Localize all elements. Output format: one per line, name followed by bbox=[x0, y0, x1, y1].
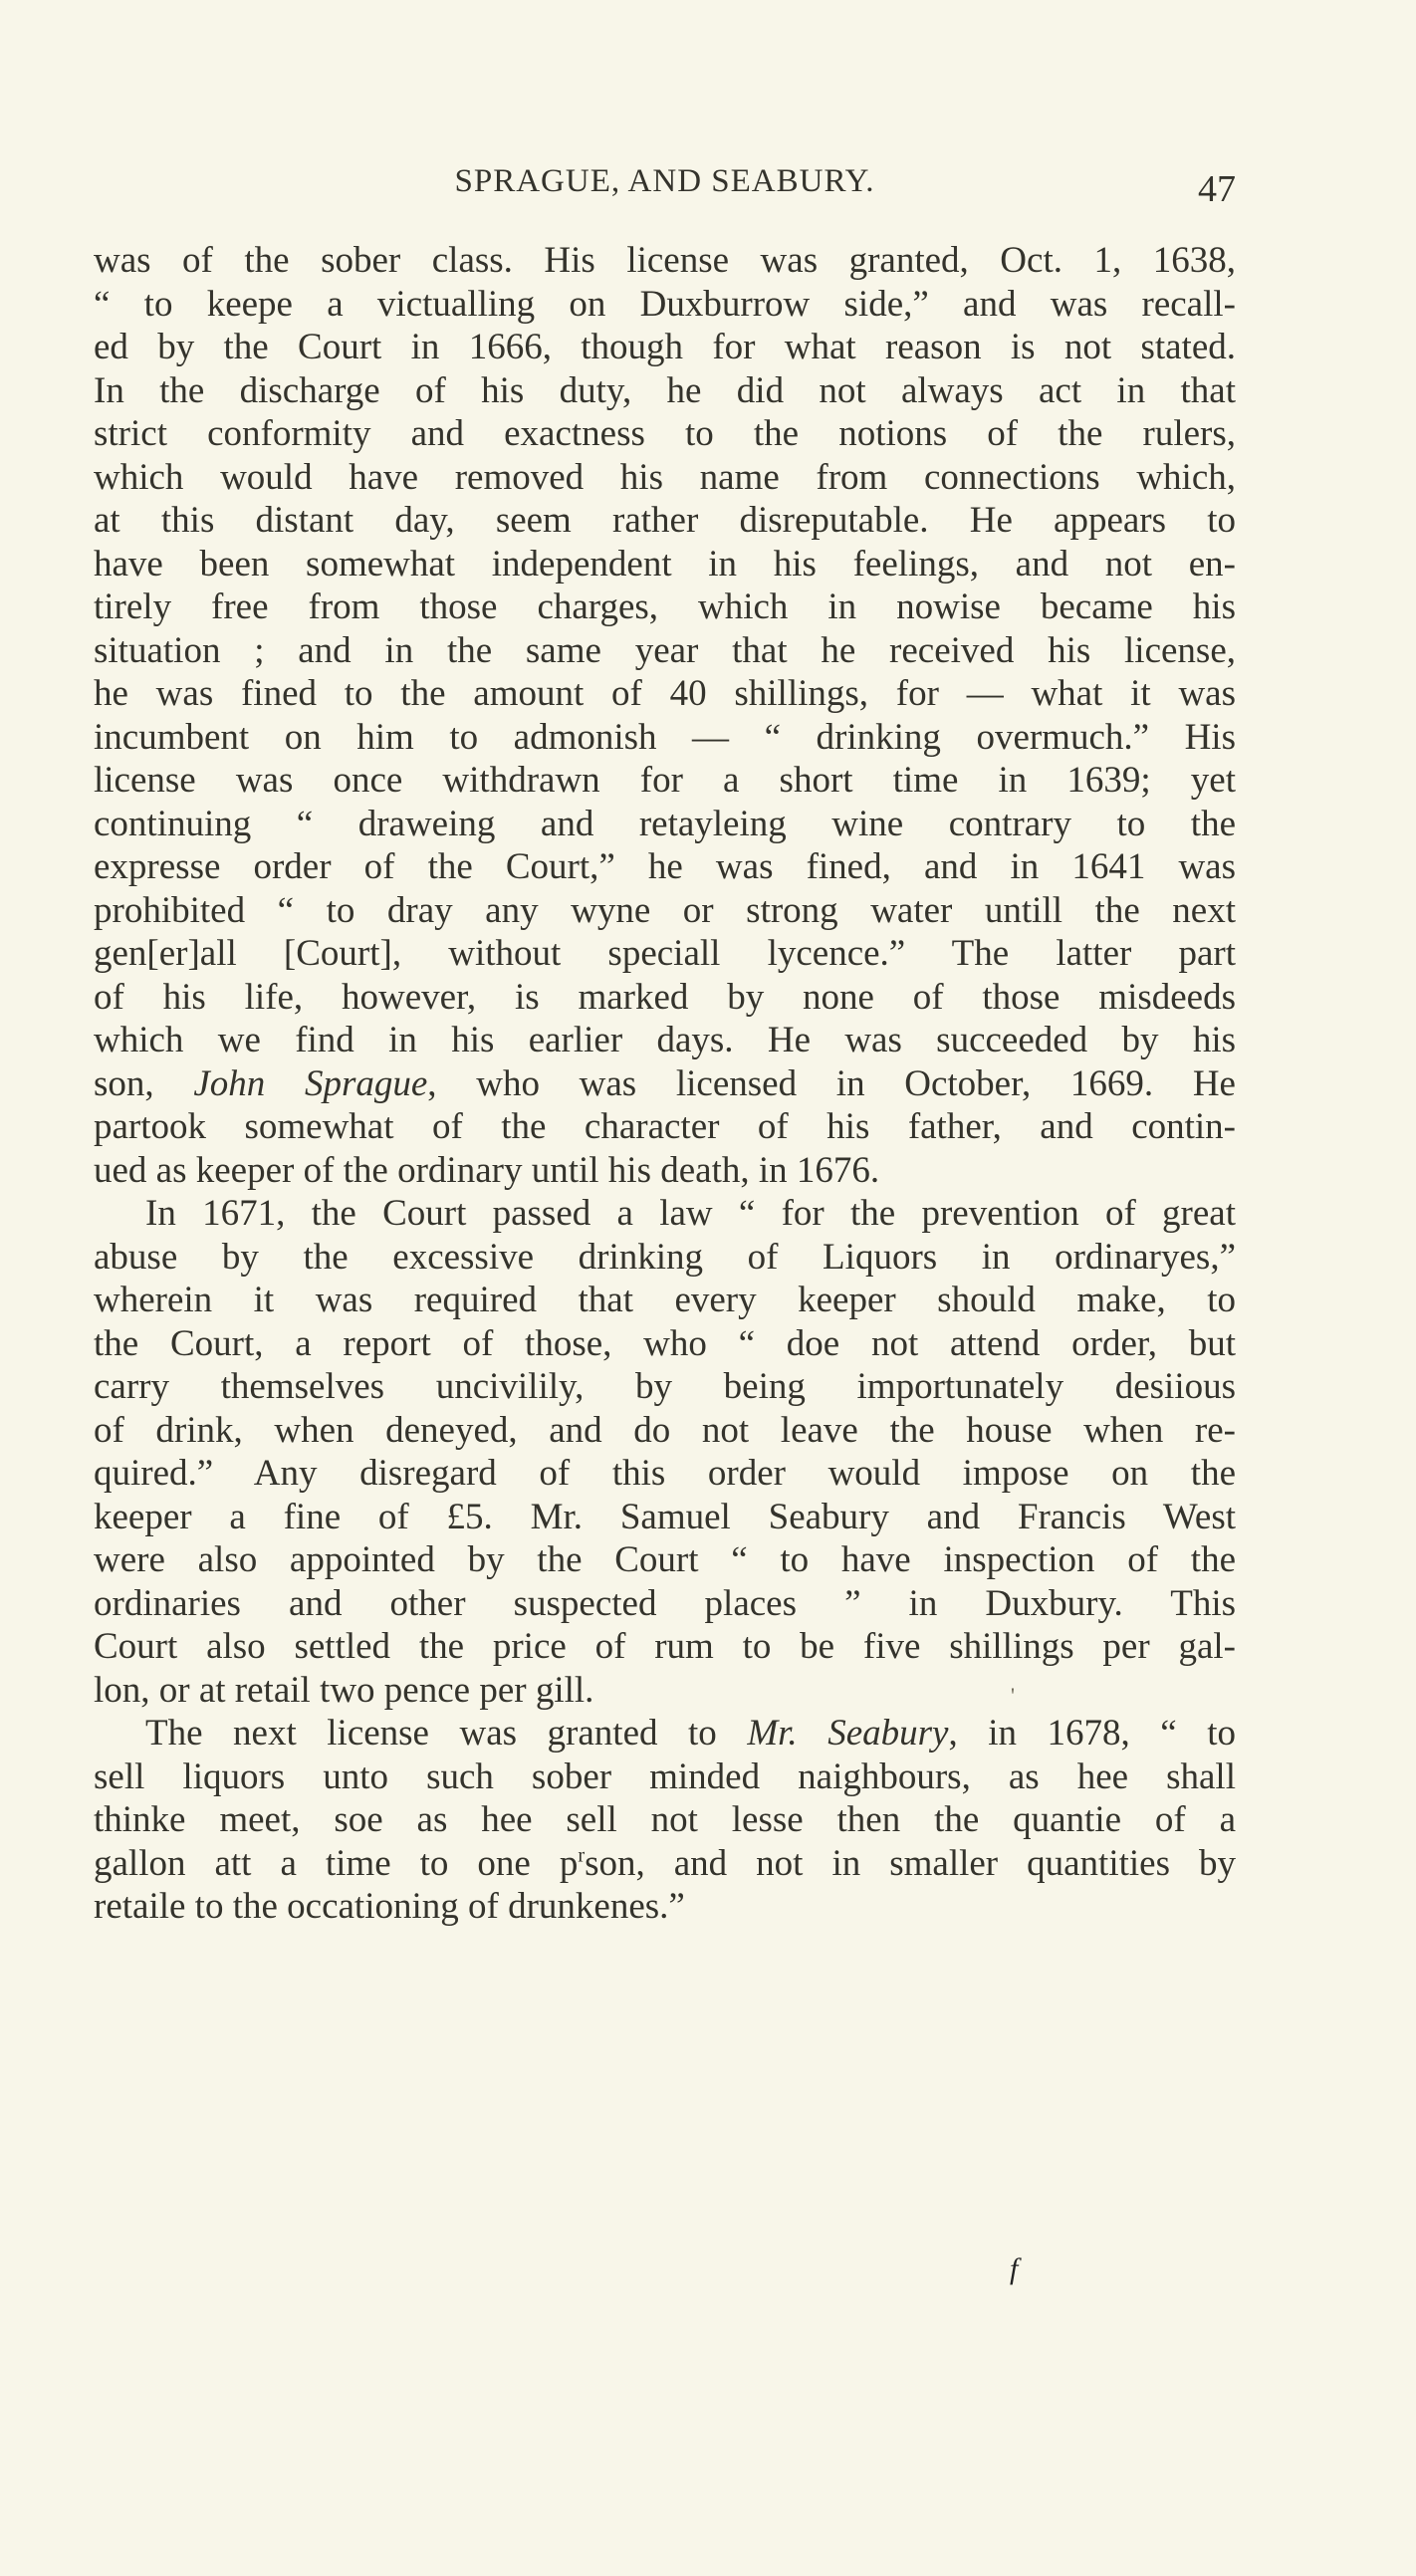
text-line bbox=[94, 803, 1236, 846]
text-segment: The next license was granted to bbox=[145, 1713, 748, 1754]
text-line bbox=[94, 1192, 1236, 1236]
text-line bbox=[94, 499, 1236, 543]
text-line bbox=[94, 412, 1236, 456]
text-line bbox=[94, 759, 1236, 803]
text-segment: incumbent on him to admonish — “ drinking overmuch.” His bbox=[94, 716, 1236, 758]
text-segment: which we find in his earlier days. He was succeeded by his bbox=[94, 1020, 1236, 1060]
text-line bbox=[94, 1756, 1236, 1799]
text-line bbox=[94, 629, 1236, 673]
italic-name: Mr. Seabury bbox=[747, 1713, 949, 1754]
text-line bbox=[94, 1842, 1236, 1886]
text-line bbox=[94, 1322, 1236, 1366]
text-line bbox=[94, 543, 1236, 586]
text-line bbox=[94, 672, 1236, 716]
text-segment: of his life, however, is marked by none of those misdeeds bbox=[94, 976, 1236, 1018]
text-segment: at this distant day, seem rather disreputable. He appears to bbox=[94, 500, 1236, 541]
text-line bbox=[94, 1669, 1236, 1713]
text-line bbox=[94, 716, 1236, 760]
text-segment: abuse by the excessive drinking of Liquors in ordinaryes,” bbox=[94, 1236, 1236, 1278]
text-line bbox=[94, 326, 1236, 369]
text-line bbox=[94, 1538, 1236, 1582]
text-line bbox=[94, 1496, 1236, 1539]
text-segment: the Court, a report of those, who “ doe not attend order, but bbox=[94, 1322, 1236, 1364]
page-header bbox=[94, 159, 1236, 209]
paragraph bbox=[94, 1192, 1236, 1712]
text-segment: continuing “ draweing and retayleing wine contrary to the bbox=[94, 803, 1236, 844]
running-head: SPRAGUE, AND SEABURY. bbox=[454, 163, 875, 199]
page-number: 47 bbox=[1198, 168, 1236, 210]
text-segment: gen[er]all [Court], without speciall lycence.” The latter part bbox=[94, 933, 1236, 974]
paragraph bbox=[94, 239, 1236, 1192]
text-segment: strict conformity and exactness to the notions of the rulers, bbox=[94, 413, 1236, 454]
text-line bbox=[94, 1798, 1236, 1842]
body-text bbox=[94, 239, 1236, 1929]
text-segment: r bbox=[578, 1844, 586, 1867]
text-segment: were also appointed by the Court “ to have inspection of the bbox=[94, 1539, 1236, 1580]
text-line bbox=[94, 585, 1236, 629]
text-segment: retaile to the occationing of drunkenes.” bbox=[94, 1886, 685, 1927]
text-segment: Court also settled the price of rum to be five shillings per gal- bbox=[94, 1626, 1236, 1667]
text-line bbox=[94, 239, 1236, 283]
text-line bbox=[94, 1582, 1236, 1626]
text-segment: keeper a fine of £5. Mr. Samuel Seabury and Francis West bbox=[94, 1496, 1236, 1537]
text-segment: lon, or at retail two pence per gill. bbox=[94, 1669, 594, 1711]
paragraph bbox=[94, 1712, 1236, 1929]
text-segment: sell liquors unto such sober minded naighbours, as hee shall bbox=[94, 1756, 1236, 1797]
text-segment: license was once withdrawn for a short time in 1639; yet bbox=[94, 760, 1236, 801]
text-segment: ued as keeper of the ordinary until his death, in 1676. bbox=[94, 1149, 880, 1191]
text-segment: of drink, when deneyed, and do not leave the house when re- bbox=[94, 1409, 1236, 1451]
text-segment: wherein it was required that every keeper should make, to bbox=[94, 1280, 1236, 1320]
text-segment: situation ; and in the same year that he received his license, bbox=[94, 629, 1236, 671]
text-line bbox=[94, 1409, 1236, 1453]
text-line bbox=[94, 1452, 1236, 1496]
text-line bbox=[94, 1365, 1236, 1409]
text-line bbox=[94, 932, 1236, 976]
text-line bbox=[94, 1019, 1236, 1062]
italic-name: John Sprague bbox=[193, 1062, 428, 1104]
text-segment: son, and not in smaller quantities by bbox=[585, 1842, 1236, 1884]
ink-mark: f bbox=[1010, 2252, 1019, 2285]
text-segment: quired.” Any disregard of this order would impose on the bbox=[94, 1453, 1236, 1494]
text-segment: partook somewhat of the character of his father, and contin- bbox=[94, 1106, 1236, 1147]
text-segment: ed by the Court in 1666, though for what reason is not stated. bbox=[94, 327, 1236, 367]
text-segment: “ to keepe a victualling on Duxburrow side,” and was recall- bbox=[94, 283, 1236, 325]
text-line bbox=[94, 845, 1236, 889]
text-segment: have been somewhat independent in his feelings, and not en- bbox=[94, 543, 1236, 585]
text-segment: was of the sober class. His license was granted, Oct. 1, 1638, bbox=[94, 240, 1236, 281]
text-line bbox=[94, 1625, 1236, 1669]
text-line bbox=[94, 976, 1236, 1020]
text-segment: , in 1678, “ to bbox=[948, 1713, 1236, 1754]
text-segment: son, bbox=[94, 1062, 194, 1104]
text-segment: which would have removed his name from connections which, bbox=[94, 456, 1236, 498]
text-line bbox=[94, 369, 1236, 413]
text-segment: he was fined to the amount of 40 shillings, for — what it was bbox=[94, 673, 1236, 714]
text-line bbox=[94, 1105, 1236, 1149]
ink-speck: ' bbox=[1011, 1683, 1015, 1708]
text-segment: expresse order of the Court,” he was fined, and in 1641 was bbox=[94, 846, 1236, 887]
text-line bbox=[94, 1062, 1236, 1106]
text-segment: thinke meet, soe as hee sell not lesse then the quantie of a bbox=[94, 1799, 1236, 1840]
text-segment: In the discharge of his duty, he did not always act in that bbox=[94, 369, 1236, 411]
text-segment: , who was licensed in October, 1669. He bbox=[427, 1062, 1236, 1104]
text-line bbox=[94, 889, 1236, 933]
text-line bbox=[94, 1236, 1236, 1280]
text-line bbox=[94, 1885, 1236, 1929]
text-segment: prohibited “ to dray any wyne or strong water untill the next bbox=[94, 889, 1236, 931]
text-line bbox=[94, 456, 1236, 500]
text-segment: tirely free from those charges, which in nowise became his bbox=[94, 586, 1236, 627]
text-segment: carry themselves uncivilily, by being importunately desiious bbox=[94, 1366, 1236, 1407]
text-line bbox=[94, 1712, 1236, 1756]
text-segment: gallon att a time to one p bbox=[94, 1842, 579, 1884]
text-segment: ordinaries and other suspected places ” in Duxbury. This bbox=[94, 1582, 1236, 1624]
text-line bbox=[94, 1149, 1236, 1193]
text-segment: In 1671, the Court passed a law “ for the prevention of great bbox=[145, 1193, 1236, 1234]
text-line bbox=[94, 283, 1236, 327]
text-line bbox=[94, 1279, 1236, 1322]
